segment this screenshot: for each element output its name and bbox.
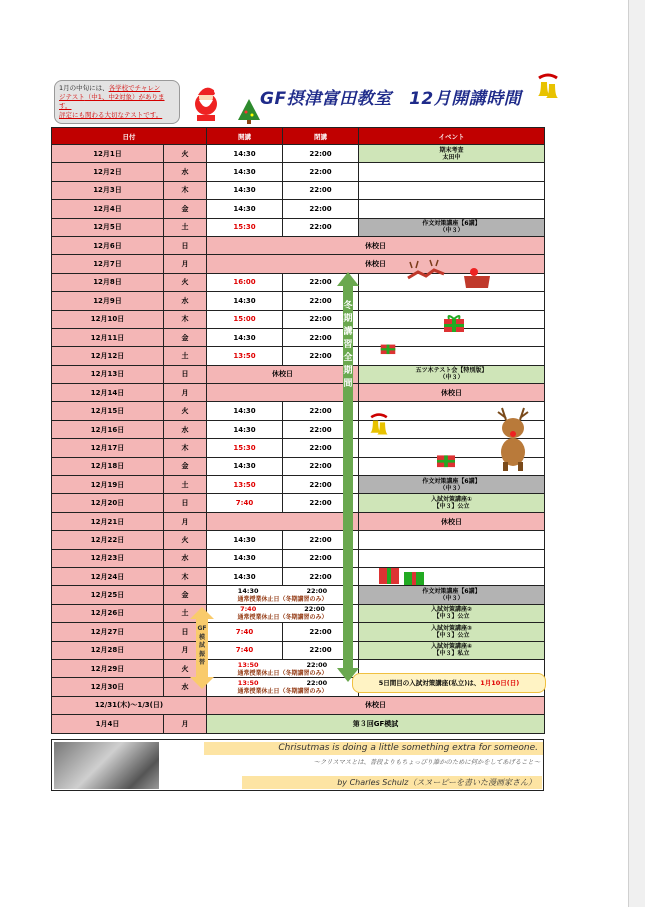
row-close: 22:00 [283,531,359,549]
winter-course-arrow [337,272,359,682]
row-dow: 火 [164,531,207,549]
table-row [52,567,545,585]
row-event: 入試対策講座② 【中３】公立 [359,604,545,622]
row-event [359,200,545,218]
row-close: 22:00 [283,328,359,346]
row-dow: 金 [164,586,207,604]
row-dow: 木 [164,567,207,585]
row-open: 14:30 [207,145,283,163]
row-dow: 木 [164,181,207,199]
row-event: 入試対策講座③ 【中３】公立 [359,623,545,641]
table-row [52,457,545,475]
gifts-icon [378,560,426,586]
table-row [52,310,545,328]
row-date: 12月6日 [52,236,164,254]
row-event: 作文対策講座【6講】 （中３） [359,218,545,236]
author-photo [54,742,159,789]
row-event [359,163,545,181]
row-date: 12月11日 [52,328,164,346]
row-date: 12月2日 [52,163,164,181]
table-row [52,512,545,530]
row-dow: 月 [164,384,207,402]
row-open: 14:30 [207,420,283,438]
row-close: 22:00 [283,439,359,457]
table-row [52,328,545,346]
row-date: 12月10日 [52,310,164,328]
row-open: 7:40 [207,494,283,512]
row-date: 12月12日 [52,347,164,365]
row-dow: 火 [164,273,207,291]
quote-box [51,739,544,791]
row-open: 13:50 [207,347,283,365]
row-event: 休校日 [359,384,545,402]
row-note: 通常授業休止日（冬期講習のみ） [237,669,328,677]
row-dow: 土 [164,476,207,494]
row-open: 14:30 [207,549,283,567]
row-event [359,531,545,549]
reindeer-sleigh-icon [404,258,496,294]
row-open: 13:50 [207,476,283,494]
row-note: 通常授業休止日（冬期講習のみ） [237,688,328,696]
row-close: 22:00 [283,218,359,236]
row-date: 12月22日 [52,531,164,549]
row-event [359,292,545,310]
row-date: 12月19日 [52,476,164,494]
row-open: 14:30 [207,531,283,549]
row-dow: 水 [164,549,207,567]
table-row [52,586,545,604]
row-date: 12月17日 [52,439,164,457]
row-close: 22:00 [283,549,359,567]
row-dow: 月 [164,512,207,530]
row-event: 休校日 [359,512,545,530]
row-open: 14:30 [207,328,283,346]
row-date: 12月21日 [52,512,164,530]
row-holiday: 休校日 [207,696,545,714]
row-close: 22:00 [283,163,359,181]
row-dow: 木 [164,310,207,328]
row-date: 12月7日 [52,255,164,273]
gift-icon [436,450,456,468]
table-row [52,181,545,199]
callout-note [352,673,546,693]
row-dow: 日 [164,365,207,383]
row-open: 7:40 [207,641,283,659]
row-dow: 木 [164,439,207,457]
row-close: 22:00 [283,641,359,659]
gf-exam-arrow [190,607,214,689]
row-event: 第３回GF模試 [207,715,545,733]
notice-highlight: 各学校でチャレン [108,84,161,92]
table-row [52,439,545,457]
santa-icon [186,82,226,124]
row-close: 22:00 [283,623,359,641]
row-holiday: 休校日 [207,236,545,254]
row-date: 12月25日 [52,586,164,604]
row-date: 12月15日 [52,402,164,420]
header-event: イベント [359,128,545,145]
row-event: 作文対策講座【6講】 （中３） [359,476,545,494]
row-dow: 月 [164,715,207,733]
header-close: 閉講 [283,128,359,145]
row-date: 12月18日 [52,457,164,475]
row-date: 12月3日 [52,181,164,199]
bells-icon [366,412,392,438]
row-holiday-blank [207,512,359,530]
row-close: 22:00 [283,273,359,291]
row-dow: 日 [164,494,207,512]
row-open: 15:00 [207,310,283,328]
row-open: 15:30 [207,218,283,236]
notice-box [54,80,180,124]
row-event: 期末考査 太田中 [359,145,545,163]
row-dow: 水 [164,163,207,181]
table-row [52,236,545,254]
page-title: GF摂津富田教室 12月開講時間 [260,89,522,109]
row-date: 12月8日 [52,273,164,291]
row-date: 1月4日 [52,715,164,733]
row-close: 22:00 [283,347,359,365]
table-row [52,420,545,438]
row-times [207,659,359,677]
table-row [52,715,545,733]
row-date: 12月30日 [52,678,164,696]
row-dow: 月 [164,255,207,273]
row-close: 22:00 [283,567,359,585]
quote-author: by Charles Schulz（スヌーピーを書いた漫画家さん） [242,776,542,789]
row-date: 12月9日 [52,292,164,310]
row-date: 12月5日 [52,218,164,236]
table-row [52,200,545,218]
row-open: 14:30 [207,457,283,475]
row-dow: 金 [164,200,207,218]
row-close: 22:00 [306,679,328,688]
row-times [207,586,359,604]
callout-date: 1月10日(日) [480,679,520,687]
table-row [52,365,545,383]
row-open: 15:30 [207,439,283,457]
row-close: 22:00 [306,587,328,596]
row-dow: 土 [164,347,207,365]
notice-highlight: ジテスト [59,93,85,101]
table-row [52,696,545,714]
row-close: 22:00 [283,402,359,420]
table-header [52,128,545,145]
row-times [207,678,359,696]
row-open: 14:30 [207,200,283,218]
row-date: 12月1日 [52,145,164,163]
row-event: 五ツ木テスト会【特別版】 （中３） [359,365,545,383]
row-dow: 日 [164,236,207,254]
row-dow: 火 [164,145,207,163]
row-close: 22:00 [283,310,359,328]
notice-highlight: （中1、中2対象）があります。 [59,93,165,110]
row-dow: 火 [164,659,207,677]
row-close: 22:00 [306,660,328,669]
table-row [52,549,545,567]
row-close: 22:00 [283,145,359,163]
schedule-body [52,145,545,734]
row-dow: 水 [164,420,207,438]
row-close: 22:00 [283,457,359,475]
row-dow: 火 [164,402,207,420]
gift-icon [443,313,465,333]
gf-exam-label: GF模試振替 [197,625,207,666]
table-row [52,476,545,494]
row-event: 入試対策講座① 【中３】公立 [359,494,545,512]
row-open: 7:40 [240,605,257,614]
gift-icon [380,340,396,355]
row-close: 22:00 [283,292,359,310]
table-row [52,347,545,365]
table-row [52,623,545,641]
row-date: 12月14日 [52,384,164,402]
winter-course-label: 冬期講習全期間 [343,301,353,389]
row-times [207,604,359,622]
row-close: 22:00 [283,200,359,218]
table-row [52,218,545,236]
row-date: 12月24日 [52,567,164,585]
row-dow: 土 [164,604,207,622]
christmas-tree-icon [236,98,262,124]
row-event: 入試対策講座④ 【中３】私立 [359,641,545,659]
row-open: 14:30 [207,567,283,585]
table-row [52,163,545,181]
row-dow: 水 [164,292,207,310]
table-row [52,292,545,310]
table-row [52,384,545,402]
table-row [52,531,545,549]
bells-icon [535,72,561,102]
notice-text: 1月の中旬には、 [59,84,109,92]
row-close: 22:00 [283,476,359,494]
row-date: 12/31(木)～1/3(日) [52,696,207,714]
row-dow: 土 [164,218,207,236]
row-event: 作文対策講座【6講】 （中３） [359,586,545,604]
quote-english: Chrisutmas is doing a little something extra for someone. [204,742,544,755]
row-date: 12月16日 [52,420,164,438]
reindeer-icon [488,404,538,472]
row-dow: 日 [164,623,207,641]
row-date: 12月4日 [52,200,164,218]
row-close: 22:00 [283,494,359,512]
row-dow: 金 [164,328,207,346]
notice-highlight: 評定にも関わる大切なテストです。 [59,111,163,119]
row-holiday: 休校日 [207,365,359,383]
row-open: 14:30 [207,181,283,199]
schedule-table [51,127,545,734]
row-dow: 月 [164,641,207,659]
row-dow: 水 [164,678,207,696]
table-row [52,145,545,163]
row-date: 12月26日 [52,604,164,622]
header-open: 開講 [207,128,283,145]
row-close: 22:00 [283,420,359,438]
row-open: 13:50 [237,660,259,669]
table-row [52,604,545,622]
row-holiday: 休校日 [207,255,545,273]
row-open: 14:30 [207,402,283,420]
row-open: 14:30 [237,587,259,596]
row-holiday-blank [207,384,359,402]
row-note: 通常授業休止日（冬期講習のみ） [237,614,328,622]
row-open: 7:40 [207,623,283,641]
table-row [52,641,545,659]
row-close: 22:00 [304,605,325,614]
row-date: 12月23日 [52,549,164,567]
quote-japanese: ～クリスマスとは、普段よりもちょっぴり誰かのために何かをしてあげること～ [313,759,540,766]
row-date: 12月29日 [52,659,164,677]
row-dow: 金 [164,457,207,475]
callout-text: 5日間目の入試対策講座(私立)は、 [378,679,481,687]
row-date: 12月27日 [52,623,164,641]
row-event [359,181,545,199]
row-open: 13:50 [237,679,259,688]
table-row [52,402,545,420]
header-date: 日付 [52,128,207,145]
row-open: 14:30 [207,292,283,310]
row-close: 22:00 [283,181,359,199]
row-date: 12月20日 [52,494,164,512]
row-date: 12月13日 [52,365,164,383]
table-row [52,494,545,512]
row-note: 通常授業休止日（冬期講習のみ） [237,596,328,604]
row-open: 16:00 [207,273,283,291]
row-open: 14:30 [207,163,283,181]
row-date: 12月28日 [52,641,164,659]
